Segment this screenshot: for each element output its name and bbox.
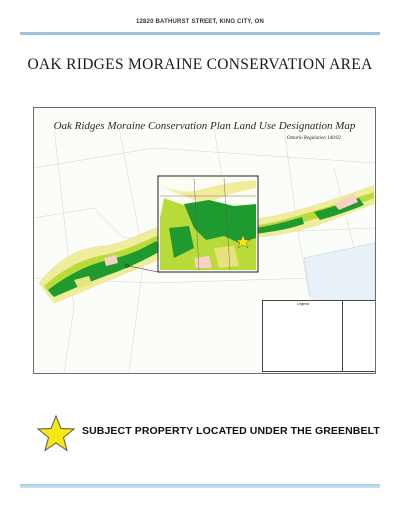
- land-use-map: [33, 107, 376, 374]
- subject-property-label: SUBJECT PROPERTY LOCATED UNDER THE GREENBELT: [82, 425, 380, 437]
- map-notes-box: [342, 300, 376, 372]
- bottom-divider: [20, 484, 380, 488]
- top-divider: [20, 32, 380, 35]
- map-title: Oak Ridges Moraine Conservation Plan Land Use Designation Map: [53, 120, 356, 132]
- address-heading: 12820 BATHURST STREET, KING CITY, ON: [135, 19, 265, 25]
- map-subtitle: Ontario Regulation 140/02: [286, 136, 341, 141]
- page-title: OAK RIDGES MORAINE CONSERVATION AREA: [27, 56, 373, 73]
- legend-title: Legend: [297, 302, 309, 306]
- star-icon: [36, 414, 76, 454]
- inset-map: [158, 176, 258, 272]
- map-legend: [262, 300, 344, 372]
